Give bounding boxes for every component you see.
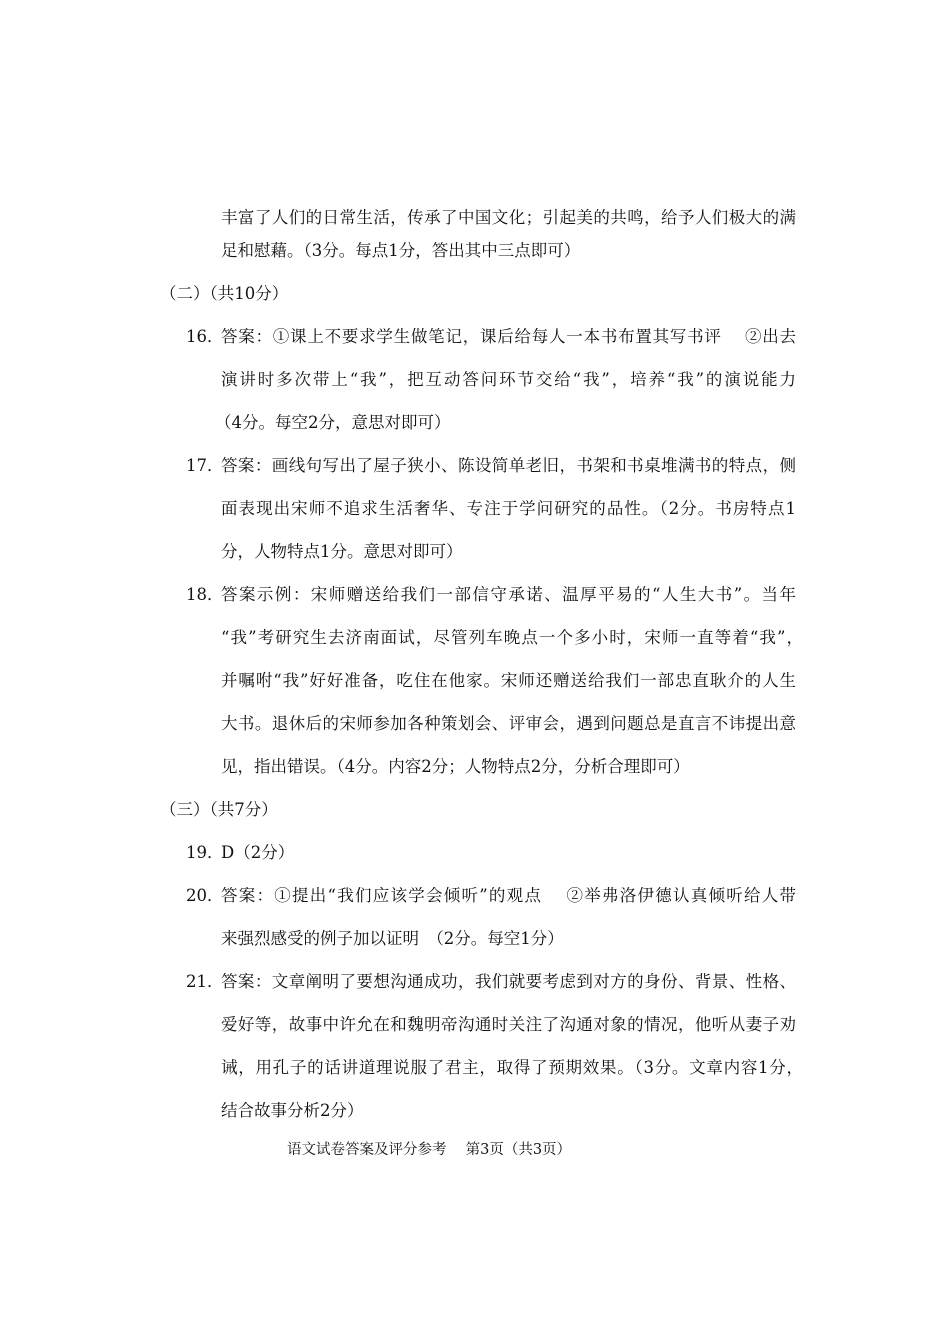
q20-line-1: 答案：①提出“我们应该学会倾听”的观点 ②举弗洛伊德认真倾听给人带: [221, 886, 796, 905]
q17-line-1: 答案：画线句写出了屋子狭小、陈设简单老旧，书架和书桌堆满书的特点，侧: [221, 456, 796, 475]
q17-line-3: 分，人物特点1分。意思对即可）: [221, 542, 463, 561]
q21-line-2: 爱好等，故事中许允在和魏明帝沟通时关注了沟通对象的情况，他听从妻子劝: [221, 1015, 796, 1034]
q16-line-2: 演讲时多次带上“我”，把互动答问环节交给“我”，培养“我”的演说能力: [221, 370, 796, 389]
q21-line-3: 诫，用孔子的话讲道理说服了君主，取得了预期效果。（3分。文章内容1分，: [221, 1058, 803, 1077]
q18-line-4: 大书。退休后的宋师参加各种策划会、评审会，遇到问题总是直言不讳提出意: [221, 714, 796, 733]
q16-line-3: （4分。每空2分，意思对即可）: [215, 413, 451, 432]
q18-line-5: 见，指出错误。（4分。内容2分；人物特点2分，分析合理即可）: [221, 757, 690, 776]
q21-line-1: 答案：文章阐明了要想沟通成功，我们就要考虑到对方的身份、背景、性格、: [221, 972, 796, 991]
q16-line-1: 答案：①课上不要求学生做笔记，课后给每人一本书布置其写书评 ②出去: [221, 327, 796, 346]
question-number-18: 18．: [186, 585, 224, 604]
page-footer: 语文试卷答案及评分参考 第3页（共3页）: [287, 1142, 572, 1158]
section-heading-2: （二）（共10分）: [160, 284, 289, 303]
q21-line-4: 结合故事分析2分）: [221, 1101, 364, 1120]
question-number-20: 20．: [186, 886, 224, 905]
q18-line-3: 并嘱咐“我”好好准备，吃住在他家。宋师还赠送给我们一部忠直耿介的人生: [221, 671, 796, 690]
q19-line-1: D（2分）: [221, 843, 295, 862]
continued-answer-line-1: 丰富了人们的日常生活，传承了中国文化；引起美的共鸣，给予人们极大的满: [221, 208, 796, 227]
question-number-21: 21．: [186, 972, 224, 991]
q18-line-1: 答案示例：宋师赠送给我们一部信守承诺、温厚平易的“人生大书”。当年: [221, 585, 796, 604]
continued-answer-line-2: 足和慰藉。（3分。每点1分，答出其中三点即可）: [221, 241, 581, 260]
q18-line-2: “我”考研究生去济南面试，尽管列车晚点一个多小时，宋师一直等着“我”，: [221, 628, 803, 647]
question-number-19: 19．: [186, 843, 224, 862]
q17-line-2: 面表现出宋师不追求生活奢华、专注于学问研究的品性。（2分。书房特点1: [221, 499, 796, 518]
section-heading-3: （三）（共7分）: [160, 800, 278, 819]
question-number-17: 17．: [186, 456, 224, 475]
q20-line-2: 来强烈感受的例子加以证明 （2分。每空1分）: [221, 929, 564, 948]
question-number-16: 16．: [186, 327, 224, 346]
